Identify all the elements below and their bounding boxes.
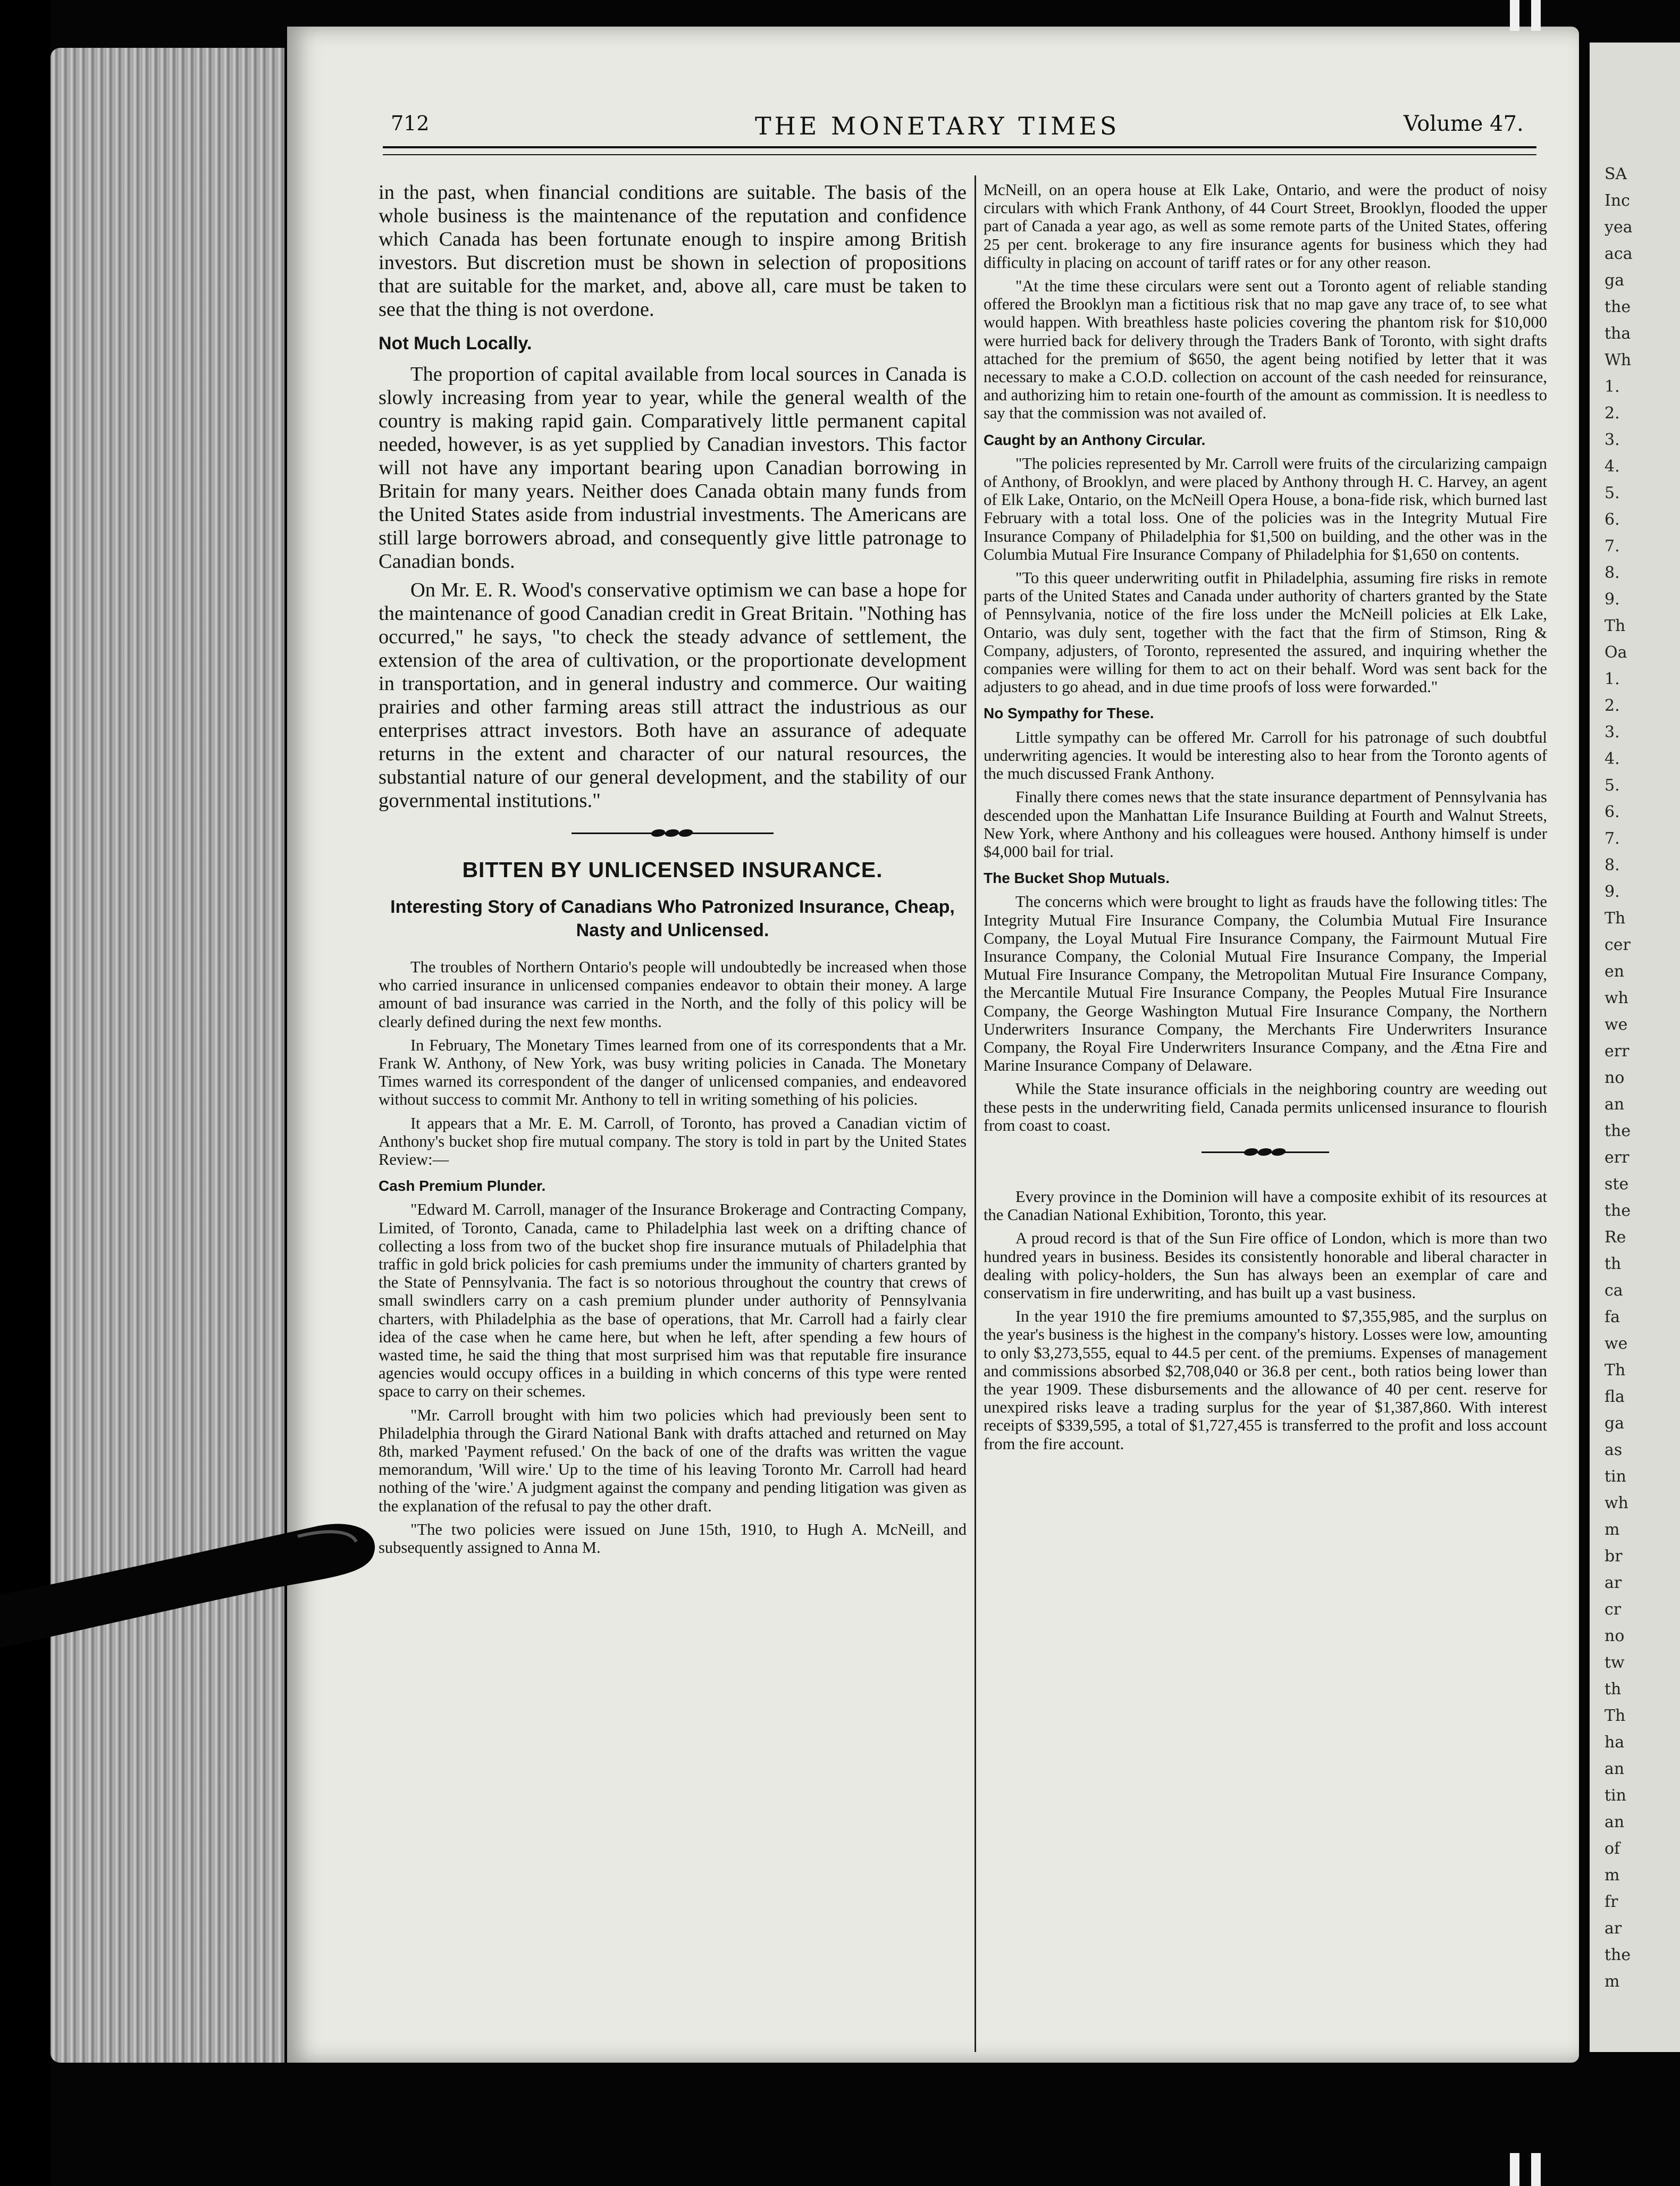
next-page-text-fragment: m — [1605, 1972, 1620, 1991]
next-page-text-fragment: en — [1605, 962, 1625, 981]
next-page-text-fragment: 5. — [1605, 484, 1620, 502]
next-page-text-fragment: we — [1605, 1015, 1628, 1034]
next-page-text-fragment: wh — [1605, 989, 1628, 1007]
subheading-bucket-shop-mutuals: The Bucket Shop Mutuals. — [984, 870, 1170, 887]
next-page-text-fragment: no — [1605, 1627, 1625, 1645]
next-page-text-fragment: 3. — [1605, 723, 1620, 742]
page-title: THE MONETARY TIMES — [755, 112, 1120, 140]
next-page-text-fragment: we — [1605, 1334, 1628, 1353]
next-page-text-fragment: err — [1605, 1148, 1629, 1167]
next-page-text-fragment: 4. — [1605, 457, 1620, 476]
next-page-text-fragment: ar — [1605, 1574, 1622, 1592]
paragraph: The proportion of capital available from local sources in Canada is slowly increasing from year to year, while the general wealth of the country is making rapid gain. Comparatively little permanent capital needed, however, is as yet supplied by Canadian investors. This factor will not have any important bearing upon Canadian borrowing in Britain for many years. Neither does Canada obtain many funds from the United States aside from industrial investments. The Americans are still large borrowers abroad, and consequently give little patronage to Canadian bonds. — [379, 363, 967, 573]
volume-label: Volume 47. — [1404, 112, 1524, 136]
section-ornament — [1202, 1148, 1329, 1156]
paragraph: "Edward M. Carroll, manager of the Insurance Brokerage and Contracting Company, Limited, of Toronto, Canada, came to Philadelphia last week on a drifting chance of collecting a loss from two of the bucket shop fire insurance mutuals of Philadelphia that traffic in gold brick policies for cash premiums under the immunity of charters granted by the State of Pennsylvania. The fact is so notorious throughout the country that crews of small swindlers carry on a cash premium plunder under authority of Pennsylvania charters, with Philadelphia as the base of operations, that Mr. Carroll had a fairly clear idea of the case when he came here, but when he left, after spending a few hours of wasted time, he said the thing that most surprised him was that reputable fire insurance agencies would occupy offices in a building in which concerns of this type were rented space to carry on their schemes. — [379, 1200, 967, 1401]
right-column — [984, 181, 1547, 1458]
paragraph: Finally there comes news that the state insurance department of Pennsylvania has descended upon the Manhattan Life Insurance Building at Fourth and Walnut Streets, New York, where Anthony and his colleagues were housed. Anthony himself is under $4,000 bail for trial. — [984, 788, 1547, 861]
paragraph: "To this queer underwriting outfit in Philadelphia, assuming fire risks in remote parts of the United States and Canada under authority of charters granted by the State of Pennsylvania, notice of the fire loss under the McNeill policies at Elk Lake, Ontario, was duly sent, together with the fact that the firm of Stimson, Ring & Company, adjusters, of Toronto, represented the assured, and inquiring whether the companies were willing for them to act on their behalf. Word was sent back for the adjusters to go ahead, and in due time proofs of loss were forwarded." — [984, 569, 1547, 696]
intro-paragraph: in the past, when financial conditions are suitable. The basis of the whole business is the maintenance of the reputation and confidence which Canada has been fortunate enough to inspire among British investors. But discretion must be shown in selection of propositions that are suitable for the market, and, above all, care must be taken to see that the thing is not overdone. — [379, 181, 967, 321]
section-ornament — [572, 829, 774, 837]
left-column — [379, 181, 967, 1562]
next-page-text-fragment: m — [1605, 1866, 1620, 1885]
next-page-text-fragment: tha — [1605, 324, 1631, 343]
page-number: 712 — [391, 112, 430, 135]
next-page-text-fragment: 6. — [1605, 803, 1620, 821]
next-page-text-fragment: ste — [1605, 1175, 1629, 1193]
next-page-text-fragment: ha — [1605, 1733, 1625, 1752]
next-page-text-fragment: yea — [1605, 218, 1633, 237]
next-page-text-fragment: Wh — [1605, 351, 1632, 369]
paragraph: Little sympathy can be offered Mr. Carroll for his patronage of such doubtful underwriting agencies. It would be interesting also to hear from the Toronto agents of the much discussed Frank Anthony. — [984, 728, 1547, 783]
paragraph: "At the time these circulars were sent out a Toronto agent of reliable standing offered the Brooklyn man a fictitious risk that no map gave any trace of, to see what would happen. With breathless haste policies covering the phantom risk for $10,000 were hurried back for delivery through the Traders Bank of Toronto, with sight drafts attached for the premium of $650, the agent being notified by letter that it was necessary to make a C.O.D. collection on account of the cash needed for reinsurance, and authorizing him to retain one-fourth of the amount as commission. It is needless to say that the commission was not availed of. — [984, 277, 1547, 423]
next-page-text-fragment: 1. — [1605, 377, 1620, 396]
next-page-text-fragment: tin — [1605, 1467, 1626, 1486]
next-page-text-fragment: an — [1605, 1760, 1625, 1778]
next-page-text-fragment: ar — [1605, 1919, 1622, 1938]
next-page-text-fragment: fla — [1605, 1388, 1625, 1406]
next-page-text-fragment: no — [1605, 1069, 1625, 1087]
next-page-text-fragment: the — [1605, 1201, 1631, 1220]
next-page-text-fragment: aca — [1605, 245, 1633, 263]
next-page-text-fragment: the — [1605, 298, 1631, 316]
column-divider — [975, 175, 976, 2052]
next-page-text-fragment: ga — [1605, 271, 1625, 290]
next-page-text-fragment: Inc — [1605, 191, 1630, 210]
next-page-text-fragment: 8. — [1605, 856, 1620, 875]
paragraph: The concerns which were brought to light as frauds have the following titles: The Integrity Mutual Fire Insurance Company, the Columbia Mutual Fire Insurance Company, the Loyal Mutual Fire Insurance Company, the Fairmount Mutual Fire Insurance Company, the Colonial Mutual Fire Insurance Company, the Imperial Mutual Fire Insurance Company, the Metropolitan Mutual Fire Insurance Company, the Mercantile Mutual Fire Insurance Company, the Peoples Mutual Fire Insurance Company, the George Washington Mutual Fire Insurance Company, the Northern Underwriters Insurance Company, the Merchants Fire Underwriters Insurance Company, the Royal Fire Underwriters Insurance Company, and the Ætna Fire and Marine Insurance Company of Delaware. — [984, 893, 1547, 1075]
next-page-text-fragment: th — [1605, 1680, 1622, 1699]
paragraph: A proud record is that of the Sun Fire office of London, which is more than two hundred years in business. Besides its consistently honorable and liberal character in dealing with policy-holders, the Sun has always been an exemplar of care and conservatism in fire underwriting, and has built up a vast business. — [984, 1229, 1547, 1302]
next-page-text-fragment: 2. — [1605, 404, 1620, 423]
subheading-caught-by-anthony-circular: Caught by an Anthony Circular. — [984, 431, 1206, 448]
next-page-text-fragment: ca — [1605, 1281, 1623, 1300]
next-page-text-fragment: an — [1605, 1095, 1625, 1114]
next-page-text-fragment: 1. — [1605, 670, 1620, 688]
subheading-not-much-locally: Not Much Locally. — [379, 333, 532, 354]
next-page-text-fragment: fr — [1605, 1893, 1618, 1911]
next-page-text-fragment: 2. — [1605, 696, 1620, 715]
next-page-text-fragment: Th — [1605, 1706, 1626, 1725]
paragraph: In the year 1910 the fire premiums amounted to $7,355,985, and the surplus on the year's business is the highest in the company's history. Losses were low, amounting to only $3,273,555, equal to 44.5 per cent. of the premiums. Expenses of management and commissions absorbed $2,708,040 or 36.8 per cent., both ratios being lower than the year 1909. These disbursements and the allowance of 40 per cent. reserve for unexpired risks leave a trading surplus for the year of $1,387,860. With interest receipts of $339,595, a total of $1,727,455 is transferred to the profit and loss account from the fire account. — [984, 1307, 1547, 1453]
paragraph: On Mr. E. R. Wood's conservative optimism we can base a hope for the maintenance of good Canadian credit in Great Britain. "Nothing has occurred," he says, "to check the steady advance of settlement, the extension of the area of cultivation, or the proportionate development in transportation, and in general industry and commerce. Our waiting prairies and other farming areas still attract the industrious as our enterprises attract investors. Both have an assurance of adequate returns in the extent and character of our natural resources, the substantial nature of our general development, and the stability of our governmental institutions." — [379, 579, 967, 812]
next-page-text-fragment: the — [1605, 1946, 1631, 1964]
next-page-text-fragment: 5. — [1605, 776, 1620, 795]
next-page-text-fragment: Th — [1605, 1361, 1626, 1380]
next-page-text-fragment: of — [1605, 1839, 1620, 1858]
paragraph: Every province in the Dominion will have a composite exhibit of its resources at the Canadian National Exhibition, Toronto, this year. — [984, 1187, 1547, 1224]
paragraph: McNeill, on an opera house at Elk Lake, Ontario, and were the product of noisy circulars with which Frank Anthony, of 44 Court Street, Brooklyn, flooded the upper part of Canada a year ago, as well as some remote parts of the United States, offering 25 per cent. brokerage to any fire insurance agents for business which they had difficulty in placing on account of tariff rates or for any other reason. — [984, 181, 1547, 272]
next-page-text-fragment: 8. — [1605, 564, 1620, 582]
article-headline: BITTEN BY UNLICENSED INSURANCE. — [462, 857, 883, 882]
next-page-text-fragment: 7. — [1605, 829, 1620, 848]
next-page-text-fragment: the — [1605, 1122, 1631, 1140]
next-page-text-fragment: fa — [1605, 1308, 1620, 1326]
book-spine-shadow — [0, 0, 51, 2186]
next-page-text-fragment: 6. — [1605, 510, 1620, 529]
next-page-text-fragment: th — [1605, 1255, 1622, 1273]
paragraph: "The policies represented by Mr. Carroll were fruits of the circularizing campaign of Anthony, of Brooklyn, and were placed by Anthony through H. C. Harvey, an agent of Elk Lake, Ontario, on the McNeill Opera House, a bona-fide risk, which burned last February with a total loss. One of the policies was in the Integrity Mutual Fire Insurance Company of Philadelphia for $1,500 on building, and the other was in the Columbia Mutual Fire Insurance Company of Philadelphia for $1,650 on contents. — [984, 454, 1547, 564]
next-page-text-fragment: ga — [1605, 1414, 1625, 1433]
next-page-text-fragment: 9. — [1605, 590, 1620, 609]
next-page-text-fragment: m — [1605, 1520, 1620, 1539]
paragraph: The troubles of Northern Ontario's people will undoubtedly be increased when those who carried insurance in unlicensed companies endeavor to obtain their money. A large amount of bad insurance was carried in the North, and the folly of this policy will be clearly defined during the next few months. — [379, 958, 967, 1031]
next-page-fragment — [1590, 43, 1680, 2052]
next-page-text-fragment: 9. — [1605, 882, 1620, 901]
paragraph: "The two policies were issued on June 15th, 1910, to Hugh A. McNeill, and subsequently assigned to Anna M. — [379, 1520, 967, 1557]
header-rule — [383, 146, 1536, 148]
next-page-text-fragment: 4. — [1605, 750, 1620, 768]
next-page-text-fragment: an — [1605, 1813, 1625, 1831]
next-page-text-fragment: Oa — [1605, 643, 1627, 662]
subheading-no-sympathy: No Sympathy for These. — [984, 705, 1154, 722]
paragraph: While the State insurance officials in the neighboring country are weeding out these pests in the underwriting field, Canada permits unlicensed insurance to flourish from coast to coast. — [984, 1080, 1547, 1134]
next-page-text-fragment: SA — [1605, 165, 1627, 183]
paragraph: "Mr. Carroll brought with him two policies which had previously been sent to Philadelphia through the Girard National Bank with drafts attached and returned on May 8th, marked 'Payment refused.' On the back of one of the drafts was written the vague memorandum, 'Will wire.' Up to the time of his leaving Toronto Mr. Carroll had heard nothing of the 'wire.' A judgment against the company and pending litigation was given as the explanation of the refusal to pay the other draft. — [379, 1406, 967, 1515]
next-page-text-fragment: tw — [1605, 1653, 1625, 1672]
next-page-text-fragment: Re — [1605, 1228, 1626, 1247]
next-page-text-fragment: 7. — [1605, 537, 1620, 556]
header-rule-thin — [383, 154, 1536, 155]
next-page-text-fragment: as — [1605, 1441, 1623, 1459]
next-page-text-fragment: err — [1605, 1042, 1629, 1061]
next-page-text-fragment: Th — [1605, 617, 1626, 635]
next-page-text-fragment: wh — [1605, 1494, 1628, 1512]
next-page-text-fragment: tin — [1605, 1786, 1626, 1805]
next-page-text-fragment: br — [1605, 1547, 1623, 1566]
next-page-text-fragment: 3. — [1605, 431, 1620, 449]
article-deck: Interesting Story of Canadians Who Patronized Insurance, Cheap, Nasty and Unlicensed. — [390, 897, 955, 940]
subheading-cash-premium-plunder: Cash Premium Plunder. — [379, 1178, 546, 1195]
stacked-page-edges — [51, 48, 284, 2063]
next-page-text-fragment: Th — [1605, 909, 1626, 928]
paragraph: It appears that a Mr. E. M. Carroll, of Toronto, has proved a Canadian victim of Anthony's bucket shop fire mutual company. The story is told in part by the United States Review:— — [379, 1114, 967, 1169]
pointer-stick-shadow — [0, 1515, 383, 1653]
paragraph: In February, The Monetary Times learned from one of its correspondents that a Mr. Frank W. Anthony, of New York, was busy writing policies in Canada. The Monetary Times warned its correspondent of the danger of unlicensed companies, and endeavored without success to commit Mr. Anthony to tell in writing something of his policies. — [379, 1036, 967, 1109]
next-page-text-fragment: cer — [1605, 936, 1631, 954]
next-page-text-fragment: cr — [1605, 1600, 1622, 1619]
